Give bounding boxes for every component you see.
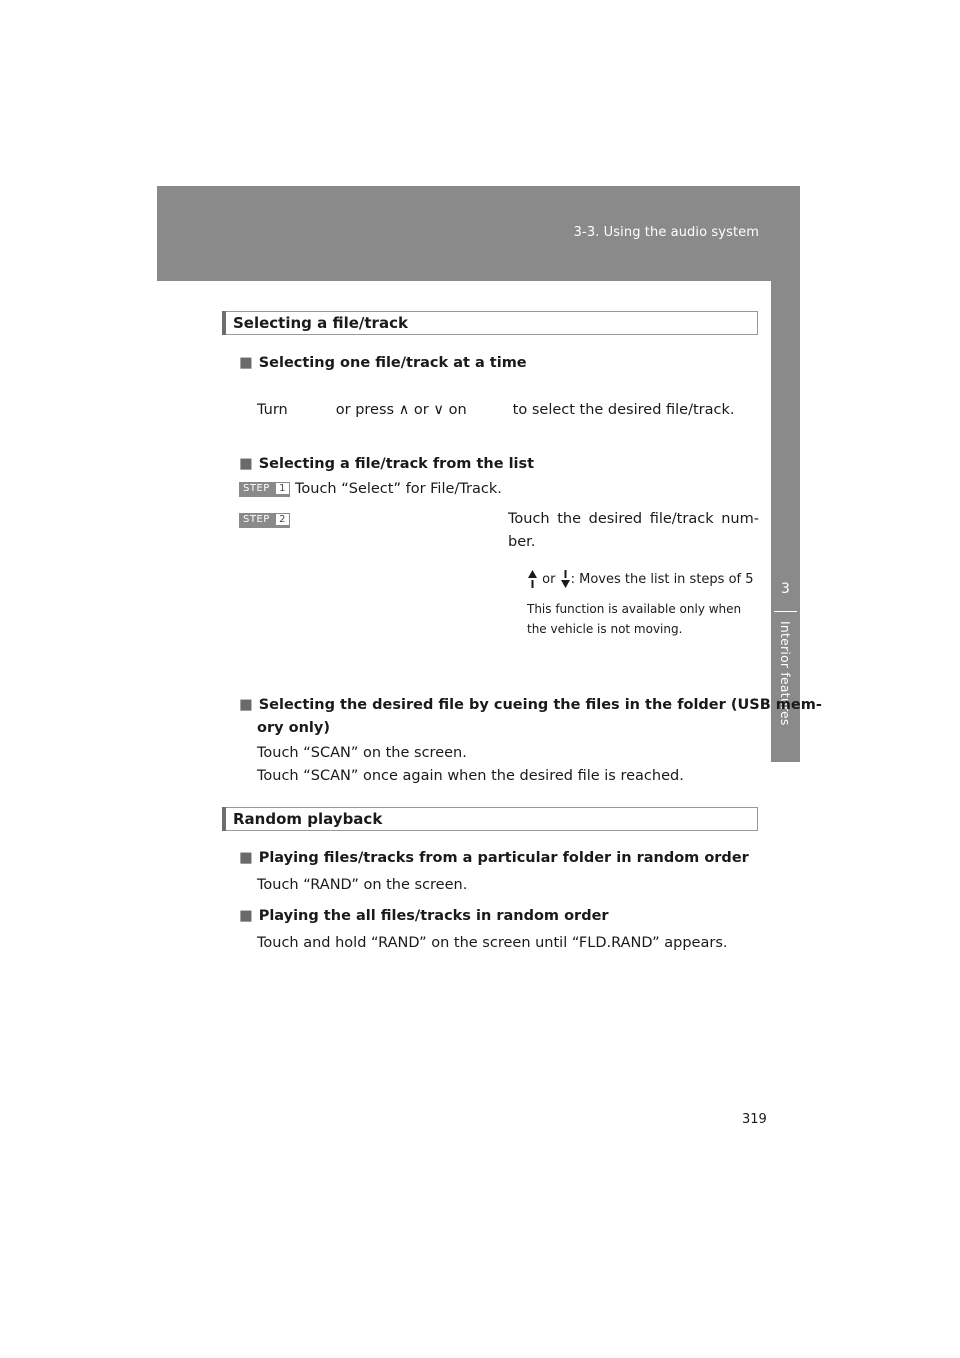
sub-heading xyxy=(239,847,749,870)
square-bullet-icon: ■ xyxy=(239,456,253,472)
instruction-line: Touch and hold “RAND” on the screen until “FLD.RAND” appears. xyxy=(257,935,728,951)
sub-heading xyxy=(239,905,609,928)
chapter-side-tab xyxy=(771,281,800,762)
header-band xyxy=(157,186,800,281)
note-or: or xyxy=(542,572,556,587)
section-header-title: 3-3. Using the audio system xyxy=(573,225,759,240)
step-number: 2 xyxy=(276,514,289,525)
page-up-arrow-icon xyxy=(527,569,538,589)
section-title: Selecting a file/track xyxy=(233,314,408,332)
sub-heading-text: Selecting one file/track at a time xyxy=(258,355,527,371)
chapter-number: 3 xyxy=(781,581,790,597)
sub-heading-text: Selecting a file/track from the list xyxy=(258,456,535,472)
instruction-or-press: or press xyxy=(335,402,395,418)
section-heading-bar xyxy=(222,807,758,831)
instruction-or: or xyxy=(413,402,429,418)
sub-heading-text: Playing files/tracks from a particular folder in random order xyxy=(258,850,749,866)
step-text-line: ber. xyxy=(508,534,536,550)
step-word: STEP xyxy=(243,483,270,494)
chapter-divider xyxy=(774,611,797,612)
step-label xyxy=(239,482,290,497)
square-bullet-icon: ■ xyxy=(239,850,253,866)
note-line: the vehicle is not moving. xyxy=(527,622,683,636)
instruction-line xyxy=(257,399,735,422)
instruction-line: Touch “SCAN” once again when the desired file is reached. xyxy=(257,768,684,784)
list-scroll-note xyxy=(527,569,754,590)
note-moves: : Moves the list in steps of 5 xyxy=(570,572,754,587)
instruction-rest: to select the desired file/track. xyxy=(512,402,735,418)
down-symbol-icon: ∨ xyxy=(433,402,444,418)
section-bar-mark xyxy=(222,807,226,831)
step-text xyxy=(508,508,759,554)
page-down-arrow-icon xyxy=(560,569,571,589)
section-heading-bar xyxy=(222,311,758,335)
square-bullet-icon: ■ xyxy=(239,697,253,713)
sub-heading xyxy=(239,352,527,375)
step-word: STEP xyxy=(243,514,270,525)
step-label xyxy=(239,513,290,528)
instruction-turn: Turn xyxy=(257,402,288,418)
square-bullet-icon: ■ xyxy=(239,355,253,371)
step-number: 1 xyxy=(276,483,289,494)
page-number: 319 xyxy=(742,1112,767,1127)
section-bar-mark xyxy=(222,311,226,335)
sub-heading-text: ory only) xyxy=(257,720,330,736)
chapter-label: Interior features xyxy=(778,621,793,726)
section-title: Random playback xyxy=(233,810,383,828)
step-text: Touch “Select” for File/Track. xyxy=(295,481,502,497)
instruction-on: on xyxy=(448,402,467,418)
instruction-line: Touch “SCAN” on the screen. xyxy=(257,745,467,761)
availability-note xyxy=(527,599,741,639)
instruction-line: Touch “RAND” on the screen. xyxy=(257,877,468,893)
sub-heading xyxy=(239,453,534,476)
step-text-line: Touch the desired file/track num- xyxy=(508,511,759,527)
instruction-block xyxy=(257,742,684,788)
sub-heading-text: Playing the all files/tracks in random order xyxy=(258,908,609,924)
note-line: This function is available only when xyxy=(527,602,742,616)
sub-heading-text: Selecting the desired file by cueing the files in the folder (USB mem- xyxy=(258,697,822,713)
up-symbol-icon: ∧ xyxy=(398,402,410,418)
sub-heading xyxy=(239,694,822,740)
square-bullet-icon: ■ xyxy=(239,908,253,924)
